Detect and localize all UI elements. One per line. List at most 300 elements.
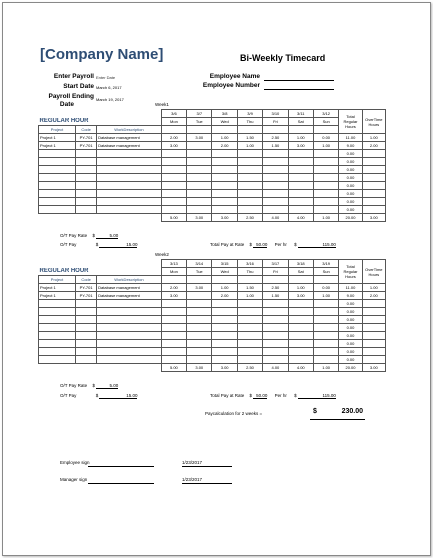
hours-cell[interactable]: 2.00 xyxy=(161,284,186,292)
hours-cell[interactable] xyxy=(237,300,262,308)
hours-cell[interactable]: 1.00 xyxy=(313,292,338,300)
currency-sign: $ xyxy=(92,383,95,388)
hours-cell[interactable] xyxy=(263,182,288,190)
hours-cell[interactable] xyxy=(313,316,338,324)
day-header: Thu xyxy=(237,268,262,276)
description-cell[interactable] xyxy=(97,174,162,182)
hours-cell[interactable] xyxy=(212,316,237,324)
project-cell[interactable] xyxy=(39,340,76,348)
hours-cell[interactable]: 3.00 xyxy=(187,134,212,142)
project-cell[interactable] xyxy=(39,198,76,206)
hours-cell[interactable] xyxy=(263,340,288,348)
table-row xyxy=(39,134,386,142)
day-total-cell: 4.00 xyxy=(288,214,313,222)
hours-cell[interactable] xyxy=(263,190,288,198)
hours-cell[interactable] xyxy=(288,324,313,332)
hours-cell[interactable] xyxy=(212,198,237,206)
hours-cell[interactable] xyxy=(313,206,338,214)
hours-cell[interactable]: 2.00 xyxy=(212,142,237,150)
hours-cell[interactable] xyxy=(288,316,313,324)
overtime-cell[interactable] xyxy=(362,324,385,332)
hours-cell[interactable] xyxy=(313,158,338,166)
code-cell[interactable] xyxy=(76,332,97,340)
project-cell[interactable] xyxy=(39,316,76,324)
hours-cell[interactable] xyxy=(237,316,262,324)
hours-cell[interactable] xyxy=(288,300,313,308)
day-blank-header xyxy=(237,126,262,134)
code-cell[interactable] xyxy=(76,206,97,214)
hours-cell[interactable] xyxy=(187,356,212,364)
overtime-cell[interactable] xyxy=(362,206,385,214)
hours-cell[interactable] xyxy=(212,308,237,316)
row-total-cell: 0.00 xyxy=(339,174,362,182)
spacer xyxy=(39,364,162,372)
hours-cell[interactable] xyxy=(263,174,288,182)
project-cell[interactable] xyxy=(39,182,76,190)
hours-cell[interactable] xyxy=(161,158,186,166)
description-cell[interactable] xyxy=(97,198,162,206)
hours-cell[interactable] xyxy=(161,308,186,316)
project-header: Project xyxy=(39,126,76,134)
day-total-cell: 2.50 xyxy=(237,214,262,222)
ot-pay-label: O/T Pay xyxy=(60,393,77,398)
hours-cell[interactable] xyxy=(187,190,212,198)
hours-cell[interactable] xyxy=(313,174,338,182)
hours-cell[interactable]: 1.00 xyxy=(212,284,237,292)
hours-cell[interactable] xyxy=(263,166,288,174)
hours-cell[interactable] xyxy=(237,308,262,316)
overtime-cell[interactable] xyxy=(362,348,385,356)
hours-cell[interactable]: 0.00 xyxy=(313,134,338,142)
day-blank-header xyxy=(161,276,186,284)
employee-sign-date[interactable]: 1/23/2017 xyxy=(182,460,203,465)
payroll-ending-label-1: Payroll Ending xyxy=(48,93,94,100)
hours-cell[interactable] xyxy=(313,190,338,198)
row-total-cell: 11.00 xyxy=(339,134,362,142)
date-header: 3/13 xyxy=(161,260,186,268)
hours-cell[interactable] xyxy=(161,340,186,348)
description-cell[interactable] xyxy=(97,356,162,364)
total-regular-header-line: Hours xyxy=(345,124,356,129)
project-cell[interactable]: Project 1 xyxy=(39,292,76,300)
hours-cell[interactable] xyxy=(187,332,212,340)
hours-cell[interactable] xyxy=(212,332,237,340)
table-row xyxy=(39,198,386,206)
code-cell[interactable] xyxy=(76,356,97,364)
hours-cell[interactable] xyxy=(187,158,212,166)
hours-cell[interactable] xyxy=(263,356,288,364)
hours-cell[interactable] xyxy=(263,150,288,158)
company-name: [Company Name] xyxy=(40,46,164,63)
code-cell[interactable] xyxy=(76,166,97,174)
ot-pay-rate-value[interactable]: 5.00 xyxy=(96,233,118,239)
hours-cell[interactable] xyxy=(288,356,313,364)
hours-cell[interactable] xyxy=(263,324,288,332)
day-total-cell: 1.00 xyxy=(313,214,338,222)
day-blank-header xyxy=(263,126,288,134)
hours-cell[interactable] xyxy=(161,356,186,364)
overtime-cell[interactable] xyxy=(362,332,385,340)
hours-cell[interactable]: 2.50 xyxy=(263,284,288,292)
code-cell[interactable] xyxy=(76,158,97,166)
project-cell[interactable] xyxy=(39,348,76,356)
overtime-cell[interactable] xyxy=(362,166,385,174)
hours-cell[interactable] xyxy=(187,324,212,332)
project-cell[interactable] xyxy=(39,356,76,364)
code-cell[interactable] xyxy=(76,316,97,324)
hours-cell[interactable] xyxy=(237,182,262,190)
row-total-cell: 0.00 xyxy=(339,198,362,206)
hours-cell[interactable] xyxy=(237,206,262,214)
description-cell[interactable] xyxy=(97,300,162,308)
code-cell[interactable]: PY-701 xyxy=(76,292,97,300)
currency-sign: $ xyxy=(294,242,297,247)
hours-cell[interactable] xyxy=(237,190,262,198)
hours-cell[interactable] xyxy=(313,356,338,364)
hours-cell[interactable] xyxy=(313,300,338,308)
day-blank-header xyxy=(313,276,338,284)
project-cell[interactable] xyxy=(39,158,76,166)
hours-cell[interactable] xyxy=(187,198,212,206)
project-cell[interactable]: Project 1 xyxy=(39,142,76,150)
date-header: 3/9 xyxy=(237,110,262,118)
hours-cell[interactable] xyxy=(288,332,313,340)
hours-cell[interactable]: 3.00 xyxy=(161,292,186,300)
date-header: 3/12 xyxy=(313,110,338,118)
currency-sign: $ xyxy=(95,242,99,247)
hours-cell[interactable] xyxy=(313,332,338,340)
total-regular-header xyxy=(339,260,362,284)
hours-cell[interactable] xyxy=(212,182,237,190)
hours-cell[interactable] xyxy=(288,174,313,182)
hours-cell[interactable]: 3.00 xyxy=(187,284,212,292)
project-cell[interactable] xyxy=(39,174,76,182)
description-cell[interactable] xyxy=(97,340,162,348)
overtime-cell[interactable] xyxy=(362,150,385,158)
project-cell[interactable] xyxy=(39,150,76,158)
overtime-cell[interactable]: 1.00 xyxy=(362,284,385,292)
hours-cell[interactable] xyxy=(313,348,338,356)
work-description-header: WorkDescription xyxy=(97,126,162,134)
hours-cell[interactable] xyxy=(212,206,237,214)
hours-cell[interactable] xyxy=(237,348,262,356)
table-row xyxy=(39,158,386,166)
hours-cell[interactable] xyxy=(161,174,186,182)
hours-cell[interactable]: 3.00 xyxy=(288,292,313,300)
hours-cell[interactable] xyxy=(187,316,212,324)
overtime-cell[interactable] xyxy=(362,174,385,182)
code-cell[interactable] xyxy=(76,324,97,332)
overtime-cell[interactable] xyxy=(362,182,385,190)
hours-cell[interactable] xyxy=(187,150,212,158)
overtime-cell[interactable]: 1.00 xyxy=(362,134,385,142)
hours-cell[interactable] xyxy=(161,166,186,174)
hours-cell[interactable] xyxy=(263,206,288,214)
date-header: 3/14 xyxy=(187,260,212,268)
hours-cell[interactable]: 1.00 xyxy=(313,142,338,150)
hours-cell[interactable] xyxy=(187,206,212,214)
code-cell[interactable] xyxy=(76,198,97,206)
table-row xyxy=(39,292,386,300)
overtime-cell[interactable]: 2.00 xyxy=(362,292,385,300)
enter-payroll-value[interactable]: Enter Date xyxy=(96,75,116,80)
overtime-header-line: OverTime xyxy=(365,116,383,122)
code-cell[interactable] xyxy=(76,182,97,190)
date-header: 3/18 xyxy=(288,260,313,268)
hours-cell[interactable] xyxy=(288,198,313,206)
day-header: Tue xyxy=(187,118,212,126)
hours-cell[interactable] xyxy=(212,356,237,364)
hours-cell[interactable] xyxy=(187,166,212,174)
hours-cell[interactable] xyxy=(288,182,313,190)
hours-cell[interactable] xyxy=(161,206,186,214)
start-date-value[interactable]: March 6, 2017 xyxy=(96,85,122,90)
per-hr-label: Per hr xyxy=(274,242,287,247)
code-cell[interactable]: PY-701 xyxy=(76,134,97,142)
hours-cell[interactable] xyxy=(313,150,338,158)
paycalc-label: Paycalculation for 2 weeks = xyxy=(205,411,263,416)
hours-cell[interactable] xyxy=(288,308,313,316)
hours-cell[interactable] xyxy=(288,166,313,174)
project-cell[interactable] xyxy=(39,324,76,332)
hours-cell[interactable] xyxy=(161,182,186,190)
code-cell[interactable] xyxy=(76,300,97,308)
overtime-cell[interactable] xyxy=(362,308,385,316)
code-cell[interactable] xyxy=(76,308,97,316)
description-cell[interactable]: Database management xyxy=(97,292,162,300)
totals-row xyxy=(39,364,386,372)
hours-cell[interactable] xyxy=(161,198,186,206)
description-cell[interactable] xyxy=(97,324,162,332)
overtime-cell[interactable] xyxy=(362,316,385,324)
description-cell[interactable] xyxy=(97,206,162,214)
overtime-cell[interactable] xyxy=(362,356,385,364)
hours-cell[interactable] xyxy=(161,190,186,198)
overtime-cell[interactable] xyxy=(362,198,385,206)
hours-cell[interactable]: 1.50 xyxy=(263,292,288,300)
hours-cell[interactable] xyxy=(313,324,338,332)
payroll-ending-value[interactable]: March 19, 2017 xyxy=(96,97,124,102)
day-total-cell: 1.00 xyxy=(313,364,338,372)
row-total-cell: 0.00 xyxy=(339,166,362,174)
ot-pay-value: 15.00 xyxy=(99,393,137,399)
week2-pay-row xyxy=(210,393,336,399)
manager-sign-date[interactable]: 1/23/2017 xyxy=(182,477,203,482)
hours-cell[interactable]: 2.50 xyxy=(263,134,288,142)
overtime-cell[interactable] xyxy=(362,190,385,198)
day-header: Sat xyxy=(288,268,313,276)
project-cell[interactable] xyxy=(39,166,76,174)
hours-cell[interactable] xyxy=(161,324,186,332)
hours-cell[interactable]: 1.00 xyxy=(288,284,313,292)
hours-cell[interactable] xyxy=(237,356,262,364)
overtime-cell[interactable] xyxy=(362,158,385,166)
hours-cell[interactable] xyxy=(288,348,313,356)
description-cell[interactable] xyxy=(97,308,162,316)
hours-cell[interactable] xyxy=(187,174,212,182)
hours-cell[interactable] xyxy=(237,158,262,166)
description-cell[interactable]: Database management xyxy=(97,284,162,292)
hours-cell[interactable] xyxy=(263,300,288,308)
hours-cell[interactable]: 1.50 xyxy=(237,134,262,142)
currency-sign: $ xyxy=(92,233,95,238)
code-cell[interactable] xyxy=(76,174,97,182)
description-cell[interactable] xyxy=(97,332,162,340)
hours-cell[interactable] xyxy=(237,150,262,158)
hours-cell[interactable] xyxy=(288,190,313,198)
hours-cell[interactable] xyxy=(263,316,288,324)
hours-cell[interactable] xyxy=(212,166,237,174)
hours-cell[interactable] xyxy=(187,340,212,348)
project-cell[interactable] xyxy=(39,300,76,308)
hours-cell[interactable]: 0.00 xyxy=(313,284,338,292)
description-cell[interactable]: Database management xyxy=(97,142,162,150)
code-header: Code xyxy=(76,126,97,134)
manager-signature-line[interactable] xyxy=(88,483,154,484)
hours-cell[interactable] xyxy=(263,158,288,166)
row-total-cell: 0.00 xyxy=(339,348,362,356)
hours-cell[interactable] xyxy=(263,332,288,340)
hours-cell[interactable] xyxy=(288,158,313,166)
project-cell[interactable] xyxy=(39,308,76,316)
date-header: 3/17 xyxy=(263,260,288,268)
hours-cell[interactable] xyxy=(237,324,262,332)
hours-cell[interactable] xyxy=(187,348,212,356)
day-blank-header xyxy=(237,276,262,284)
hours-cell[interactable] xyxy=(288,206,313,214)
hours-cell[interactable] xyxy=(161,348,186,356)
ot-pay-rate-value[interactable]: 5.00 xyxy=(96,383,118,389)
hours-cell[interactable] xyxy=(313,166,338,174)
hours-cell[interactable] xyxy=(313,198,338,206)
hours-cell[interactable]: 1.00 xyxy=(237,292,262,300)
date-header: 3/16 xyxy=(237,260,262,268)
hours-cell[interactable] xyxy=(161,300,186,308)
hours-cell[interactable] xyxy=(237,332,262,340)
hours-cell[interactable]: 3.00 xyxy=(161,142,186,150)
hours-cell[interactable] xyxy=(237,174,262,182)
hours-cell[interactable] xyxy=(187,142,212,150)
hours-cell[interactable] xyxy=(263,198,288,206)
day-total-cell: 2.50 xyxy=(237,364,262,372)
row-total-cell: 11.00 xyxy=(339,284,362,292)
date-header: 3/8 xyxy=(212,110,237,118)
employee-signature-line[interactable] xyxy=(88,466,154,467)
week1-pay-row xyxy=(210,242,336,248)
code-header: Code xyxy=(76,276,97,284)
hours-cell[interactable] xyxy=(161,316,186,324)
description-cell[interactable]: Database management xyxy=(97,134,162,142)
description-cell[interactable] xyxy=(97,150,162,158)
project-cell[interactable] xyxy=(39,332,76,340)
hours-cell[interactable] xyxy=(212,174,237,182)
code-cell[interactable] xyxy=(76,190,97,198)
hours-cell[interactable] xyxy=(187,292,212,300)
day-blank-header xyxy=(313,126,338,134)
description-cell[interactable] xyxy=(97,316,162,324)
hours-cell[interactable] xyxy=(288,150,313,158)
description-cell[interactable] xyxy=(97,166,162,174)
employee-number-field[interactable] xyxy=(264,89,334,90)
hours-cell[interactable] xyxy=(313,182,338,190)
per-hr-value: 115.00 xyxy=(298,242,336,248)
project-cell[interactable] xyxy=(39,206,76,214)
hours-cell[interactable] xyxy=(288,340,313,348)
regular-hour-title: REGULAR HOUR xyxy=(39,118,162,126)
day-total-cell: 5.00 xyxy=(161,364,186,372)
row-total-cell: 0.00 xyxy=(339,150,362,158)
hours-cell[interactable]: 2.00 xyxy=(212,292,237,300)
hours-cell[interactable] xyxy=(313,340,338,348)
description-cell[interactable] xyxy=(97,348,162,356)
description-cell[interactable] xyxy=(97,158,162,166)
project-cell[interactable] xyxy=(39,190,76,198)
hours-cell[interactable] xyxy=(263,348,288,356)
code-cell[interactable]: PY-701 xyxy=(76,284,97,292)
date-header: 3/10 xyxy=(263,110,288,118)
hours-cell[interactable] xyxy=(212,158,237,166)
grand-total-cell: 20.00 xyxy=(339,214,362,222)
hours-cell[interactable]: 3.00 xyxy=(288,142,313,150)
hours-cell[interactable]: 1.50 xyxy=(263,142,288,150)
total-regular-header-line: Regular xyxy=(343,119,358,124)
hours-cell[interactable] xyxy=(212,348,237,356)
hours-cell[interactable]: 1.00 xyxy=(212,134,237,142)
hours-cell[interactable] xyxy=(263,308,288,316)
hours-cell[interactable]: 1.00 xyxy=(288,134,313,142)
overtime-cell[interactable] xyxy=(362,340,385,348)
work-description-header: WorkDescription xyxy=(97,276,162,284)
overtime-header xyxy=(362,260,385,284)
hours-cell[interactable] xyxy=(212,340,237,348)
hours-cell[interactable] xyxy=(212,150,237,158)
hours-cell[interactable] xyxy=(212,190,237,198)
hours-cell[interactable] xyxy=(237,198,262,206)
row-total-cell: 0.00 xyxy=(339,158,362,166)
overtime-header-line: Hours xyxy=(368,121,380,127)
week2-label: Week2 xyxy=(155,252,169,257)
hours-cell[interactable] xyxy=(212,300,237,308)
project-cell[interactable]: Project 1 xyxy=(39,134,76,142)
overtime-cell[interactable] xyxy=(362,300,385,308)
hours-cell[interactable] xyxy=(187,182,212,190)
hours-cell[interactable] xyxy=(237,340,262,348)
employee-name-field[interactable] xyxy=(264,80,334,81)
code-cell[interactable] xyxy=(76,348,97,356)
date-header: 3/19 xyxy=(313,260,338,268)
description-cell[interactable] xyxy=(97,190,162,198)
code-cell[interactable]: PY-701 xyxy=(76,142,97,150)
code-cell[interactable] xyxy=(76,150,97,158)
hours-cell[interactable] xyxy=(237,166,262,174)
hours-cell[interactable] xyxy=(187,300,212,308)
hours-cell[interactable] xyxy=(212,324,237,332)
hours-cell[interactable] xyxy=(161,150,186,158)
hours-cell[interactable]: 1.00 xyxy=(237,142,262,150)
hours-cell[interactable] xyxy=(313,308,338,316)
hours-cell[interactable] xyxy=(187,308,212,316)
hours-cell[interactable]: 1.50 xyxy=(237,284,262,292)
overtime-cell[interactable]: 2.00 xyxy=(362,142,385,150)
row-total-cell: 0.00 xyxy=(339,190,362,198)
hours-cell[interactable] xyxy=(161,332,186,340)
project-cell[interactable]: Project 1 xyxy=(39,284,76,292)
hours-cell[interactable]: 2.00 xyxy=(161,134,186,142)
total-pay-rate-value: 50.00 xyxy=(253,242,267,248)
row-total-cell: 9.00 xyxy=(339,142,362,150)
code-cell[interactable] xyxy=(76,340,97,348)
description-cell[interactable] xyxy=(97,182,162,190)
